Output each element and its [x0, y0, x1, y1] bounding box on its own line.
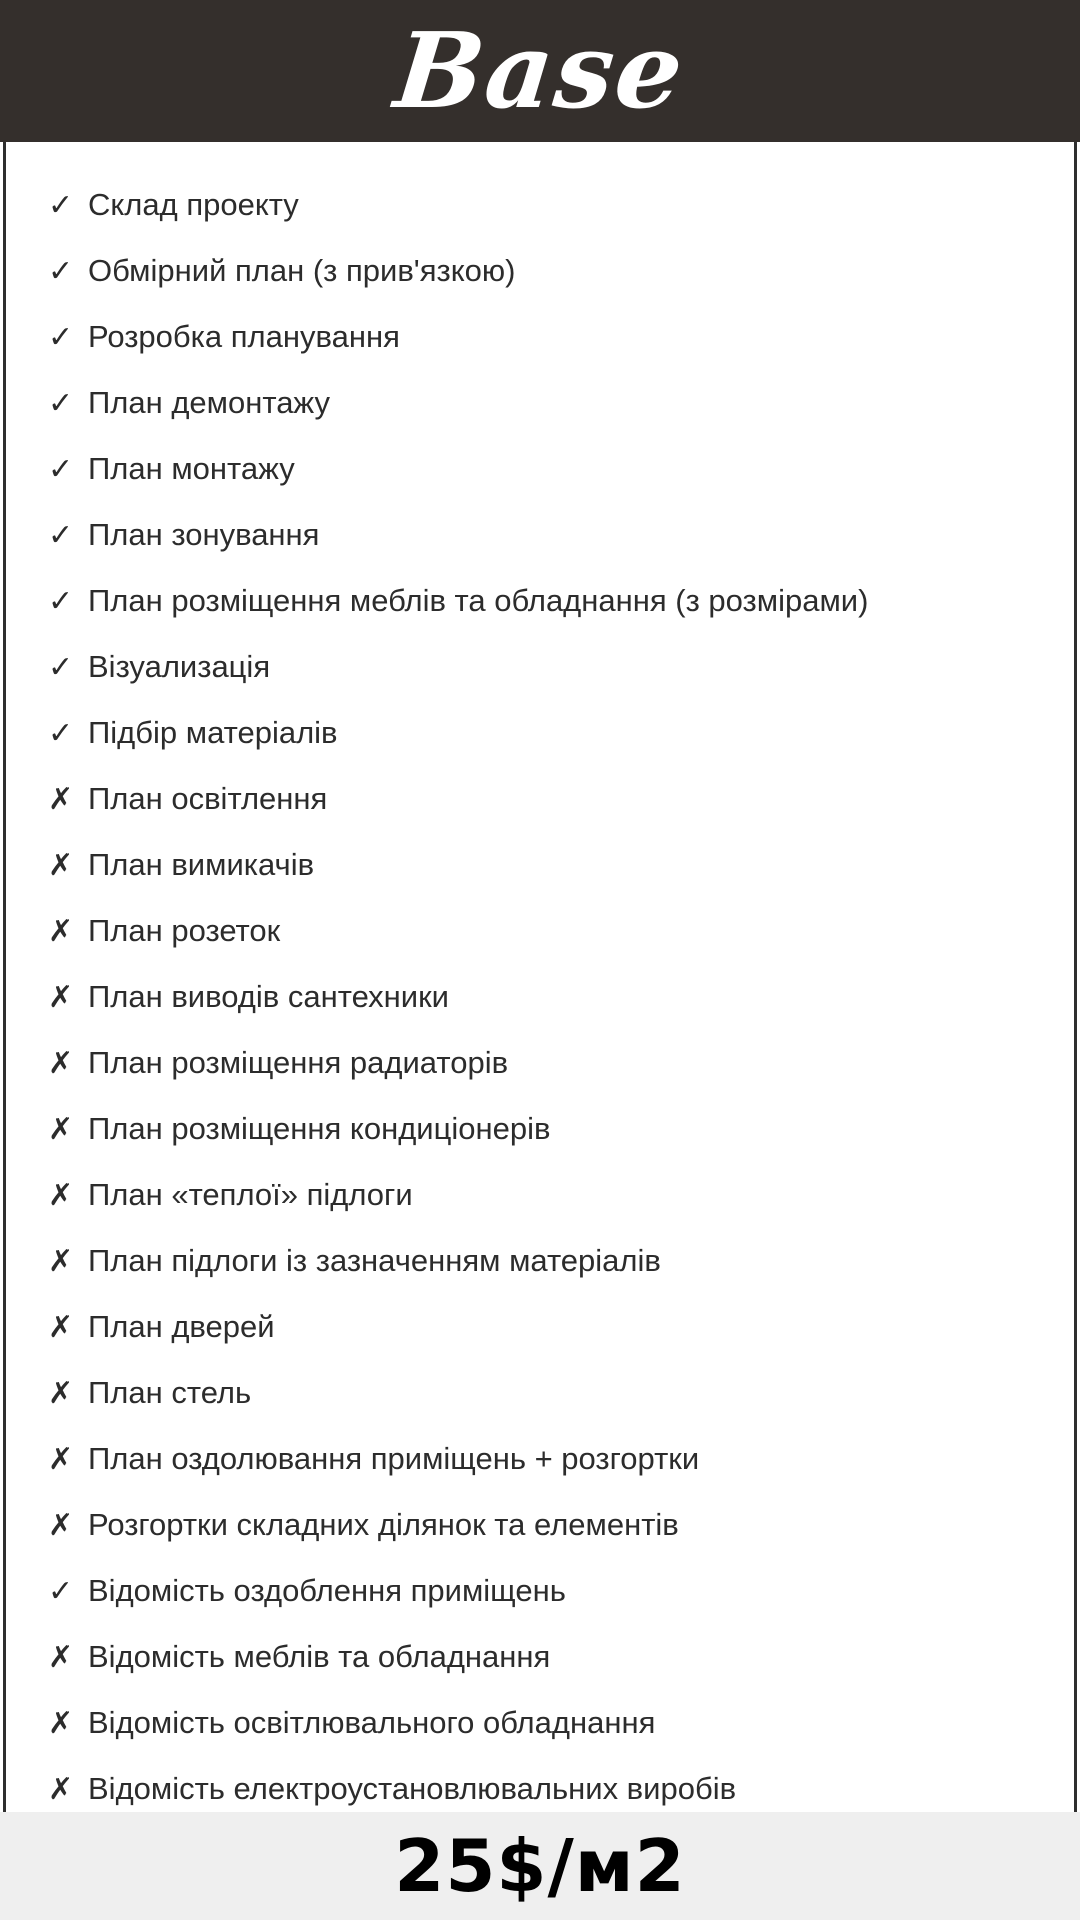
- feature-item: [48, 238, 1044, 304]
- feature-item: [48, 568, 1044, 634]
- feature-label: План підлоги із зазначенням матеріалів: [88, 1243, 661, 1278]
- feature-label: Розгортки складних ділянок та елементів: [88, 1507, 679, 1542]
- cross-icon: ✗: [48, 1111, 74, 1147]
- check-icon: ✓: [48, 517, 74, 553]
- cross-icon: ✗: [48, 1507, 74, 1543]
- feature-label: План стель: [88, 1375, 252, 1410]
- feature-item: [48, 370, 1044, 436]
- cross-icon: ✗: [48, 1309, 74, 1345]
- feature-label: План оздолювання приміщень + розгортки: [88, 1441, 700, 1476]
- cross-icon: ✗: [48, 781, 74, 817]
- feature-item: [48, 172, 1044, 238]
- feature-item: [48, 700, 1044, 766]
- feature-label: План розеток: [88, 913, 281, 948]
- check-icon: ✓: [48, 1573, 74, 1609]
- feature-label: План виводів сантехники: [88, 979, 449, 1014]
- feature-label: План демонтажу: [88, 385, 331, 420]
- feature-list: [48, 172, 1044, 1822]
- feature-item: [48, 1492, 1044, 1558]
- feature-label: Відомість електроустановлювальних виробів: [88, 1771, 737, 1806]
- feature-label: Склад проекту: [88, 187, 299, 222]
- feature-item: [48, 766, 1044, 832]
- feature-label: Обмірний план (з прив'язкою): [88, 253, 516, 288]
- header-banner: [0, 0, 1080, 142]
- check-icon: ✓: [48, 385, 74, 421]
- feature-label: План «теплої» підлоги: [88, 1177, 413, 1212]
- feature-label: План розміщення радиаторів: [88, 1045, 509, 1080]
- check-icon: ✓: [48, 187, 74, 223]
- feature-label: План вимикачів: [88, 847, 315, 882]
- feature-item: [48, 1228, 1044, 1294]
- feature-label: Відомість оздоблення приміщень: [88, 1573, 566, 1608]
- feature-label: План освітлення: [88, 781, 328, 816]
- feature-item: [48, 1162, 1044, 1228]
- feature-item: [48, 502, 1044, 568]
- feature-item: [48, 634, 1044, 700]
- check-icon: ✓: [48, 583, 74, 619]
- cross-icon: ✗: [48, 979, 74, 1015]
- check-icon: ✓: [48, 649, 74, 685]
- feature-item: [48, 1558, 1044, 1624]
- feature-label: Відомість освітлювального обладнання: [88, 1705, 656, 1740]
- feature-label: Підбір матеріалів: [88, 715, 338, 750]
- feature-item: [48, 1360, 1044, 1426]
- feature-item: [48, 1690, 1044, 1756]
- check-icon: ✓: [48, 451, 74, 487]
- feature-item: [48, 436, 1044, 502]
- feature-label: План монтажу: [88, 451, 295, 486]
- cross-icon: ✗: [48, 1441, 74, 1477]
- check-icon: ✓: [48, 319, 74, 355]
- feature-label: Візуализація: [88, 649, 271, 684]
- feature-item: [48, 1096, 1044, 1162]
- feature-item: [48, 964, 1044, 1030]
- features-panel: [3, 142, 1077, 1812]
- cross-icon: ✗: [48, 1243, 74, 1279]
- feature-item: [48, 1030, 1044, 1096]
- feature-item: [48, 1294, 1044, 1360]
- feature-item: [48, 304, 1044, 370]
- feature-label: План розміщення кондиціонерів: [88, 1111, 551, 1146]
- cross-icon: ✗: [48, 1705, 74, 1741]
- feature-label: План зонування: [88, 517, 320, 552]
- check-icon: ✓: [48, 253, 74, 289]
- price-footer: [0, 1812, 1080, 1920]
- cross-icon: ✗: [48, 847, 74, 883]
- feature-item: [48, 898, 1044, 964]
- cross-icon: ✗: [48, 1771, 74, 1807]
- feature-item: [48, 1624, 1044, 1690]
- feature-label: Розробка планування: [88, 319, 400, 354]
- feature-item: [48, 1426, 1044, 1492]
- check-icon: ✓: [48, 715, 74, 751]
- cross-icon: ✗: [48, 1177, 74, 1213]
- feature-label: Відомість меблів та обладнання: [88, 1639, 551, 1674]
- cross-icon: ✗: [48, 1045, 74, 1081]
- price-label: 25$/м2: [394, 1824, 686, 1908]
- plan-title: Base: [389, 9, 691, 132]
- cross-icon: ✗: [48, 1375, 74, 1411]
- cross-icon: ✗: [48, 1639, 74, 1675]
- feature-label: План розміщення меблів та обладнання (з розмірами): [88, 583, 869, 618]
- cross-icon: ✗: [48, 913, 74, 949]
- feature-label: План дверей: [88, 1309, 275, 1344]
- feature-item: [48, 832, 1044, 898]
